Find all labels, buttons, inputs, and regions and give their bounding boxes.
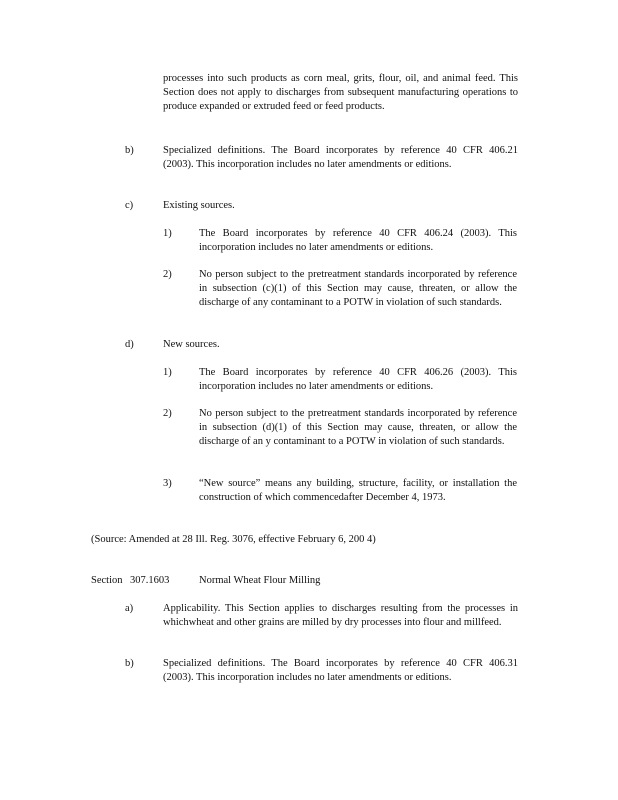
item-d2 — [199, 407, 517, 449]
source-note-text: (Source: Amended at 28 Ill. Reg. 3076, effective February 6, 200 4) — [91, 534, 376, 545]
item-b-definitions — [163, 144, 518, 172]
section-title: Normal Wheat Flour Milling — [199, 575, 321, 586]
section-label: Section — [91, 575, 123, 586]
item-c1 — [199, 227, 517, 255]
source-note — [91, 533, 376, 547]
item-c2 — [199, 268, 517, 310]
item-c2-text: No person subject to the pretreatment standards incorporated by reference in subsection (c)(1) of this Section may cause, threaten, or allow the discharge of any contaminant to a POTW in violation of such standards. — [199, 269, 517, 308]
item-b2-text: Specialized definitions. The Board incorporates by reference 40 CFR 406.31 (2003). This incorporation includes no later amendments or editions. — [163, 658, 518, 683]
intro-paragraph — [163, 72, 518, 114]
section-heading — [91, 574, 123, 588]
item-d1-text: The Board incorporates by reference 40 CFR 406.26 (2003). This incorporation includes no later amendments or editions. — [199, 367, 517, 392]
item-a-text: Applicability. This Section applies to discharges resulting from the processes in whichwheat and other grains are milled by dry processes into flour and millfeed. — [163, 603, 518, 628]
item-d-text: New sources. — [163, 339, 220, 350]
item-label-c1: 1) — [163, 228, 172, 239]
item-d2-text: No person subject to the pretreatment standards incorporated by reference in subsection (d)(1) of this Section may cause, threaten, or allow the discharge of an y contaminant to a POTW in violation of such standards. — [199, 408, 517, 447]
item-label-b2: b) — [125, 658, 134, 669]
item-label-d1: 1) — [163, 367, 172, 378]
item-d1 — [199, 366, 517, 394]
item-c-text: Existing sources. — [163, 200, 235, 211]
item-d-new-sources — [163, 338, 518, 352]
item-label-d: d) — [125, 339, 134, 350]
section-number: 307.1603 — [130, 575, 170, 586]
item-c-existing-sources — [163, 199, 518, 213]
item-d3 — [199, 477, 517, 505]
item-c1-text: The Board incorporates by reference 40 CFR 406.24 (2003). This incorporation includes no later amendments or editions. — [199, 228, 517, 253]
item-d3-text: “New source” means any building, structure, facility, or installation the construction of which commencedafter December 4, 1973. — [199, 478, 517, 503]
intro-paragraph-text: processes into such products as corn meal, grits, flour, oil, and animal feed. This Section does not apply to discharges from subsequent manufacturing operations to produce expanded or extruded feed or feed products. — [163, 73, 518, 112]
item-label-d2: 2) — [163, 408, 172, 419]
item-a-applicability — [163, 602, 518, 630]
item-b2-definitions — [163, 657, 518, 685]
item-label-c: c) — [125, 200, 134, 211]
item-label-c2: 2) — [163, 269, 172, 280]
item-b-text: Specialized definitions. The Board incorporates by reference 40 CFR 406.21 (2003). This incorporation includes no later amendments or editions. — [163, 145, 518, 170]
item-label-d3: 3) — [163, 478, 172, 489]
item-label-a: a) — [125, 603, 134, 614]
item-label-b: b) — [125, 145, 134, 156]
